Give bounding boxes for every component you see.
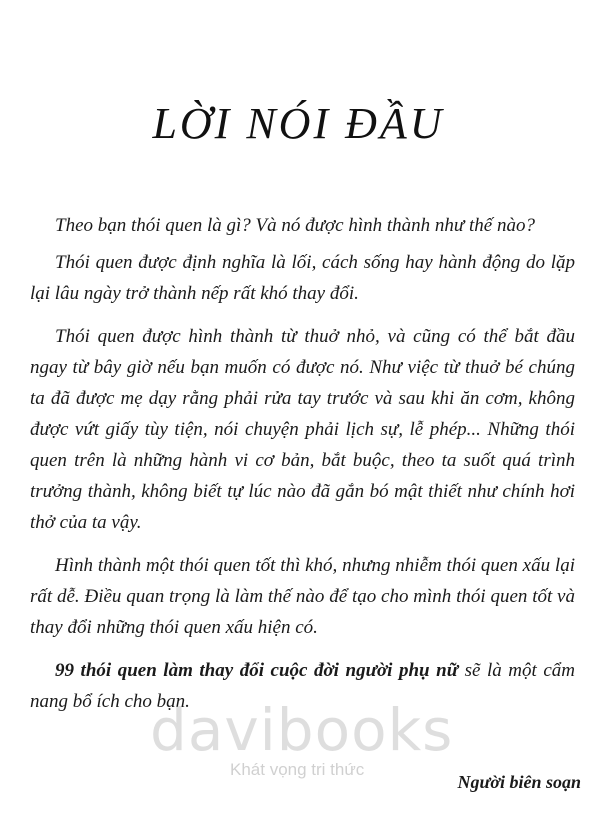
watermark-logo: davibooks [150,696,454,764]
paragraph-5 [30,655,575,717]
preface-body [30,210,575,729]
paragraph-4: Hình thành một thói quen tốt thì khó, nhưng nhiễm thói quen xấu lại rất dễ. Điều quan trọng là làm thế nào để tạo cho mình thói quen tốt và thay đổi những thói quen xấu hiện có. [30,555,575,638]
page-title: LỜI NÓI ĐẦU [152,99,445,148]
paragraph-3: Thói quen được hình thành từ thuở nhỏ, và cũng có thể bắt đầu ngay từ bây giờ nếu bạn muốn có được nó. Như việc từ thuở bé chúng ta đã được mẹ dạy rằng phải rửa tay trước và sau khi ăn cơm, không được vứt giấy tùy tiện, nói chuyện phải lịch sự, lễ phép... Những thói quen trên là những hành vi cơ bản, bắt buộc, theo ta suốt quá trình trưởng thành, không biết tự lúc nào đã gắn bó mật thiết như chính hơi thở của ta vậy. [30,326,575,533]
paragraph-5-rest: sẽ là một cẩm nang bổ ích cho bạn. [30,660,575,712]
book-title-reference: 99 thói quen làm thay đổi cuộc đời người phụ nữ [55,660,459,681]
paragraph-2: Thói quen được định nghĩa là lối, cách sống hay hành động do lặp lại lâu ngày trở thành nếp rất khó thay đổi. [30,252,575,304]
watermark-tagline: Khát vọng tri thức [230,760,365,779]
paragraph-1: Theo bạn thói quen là gì? Và nó được hình thành như thế nào? [55,215,535,236]
signature: Người biên soạn [457,772,581,792]
